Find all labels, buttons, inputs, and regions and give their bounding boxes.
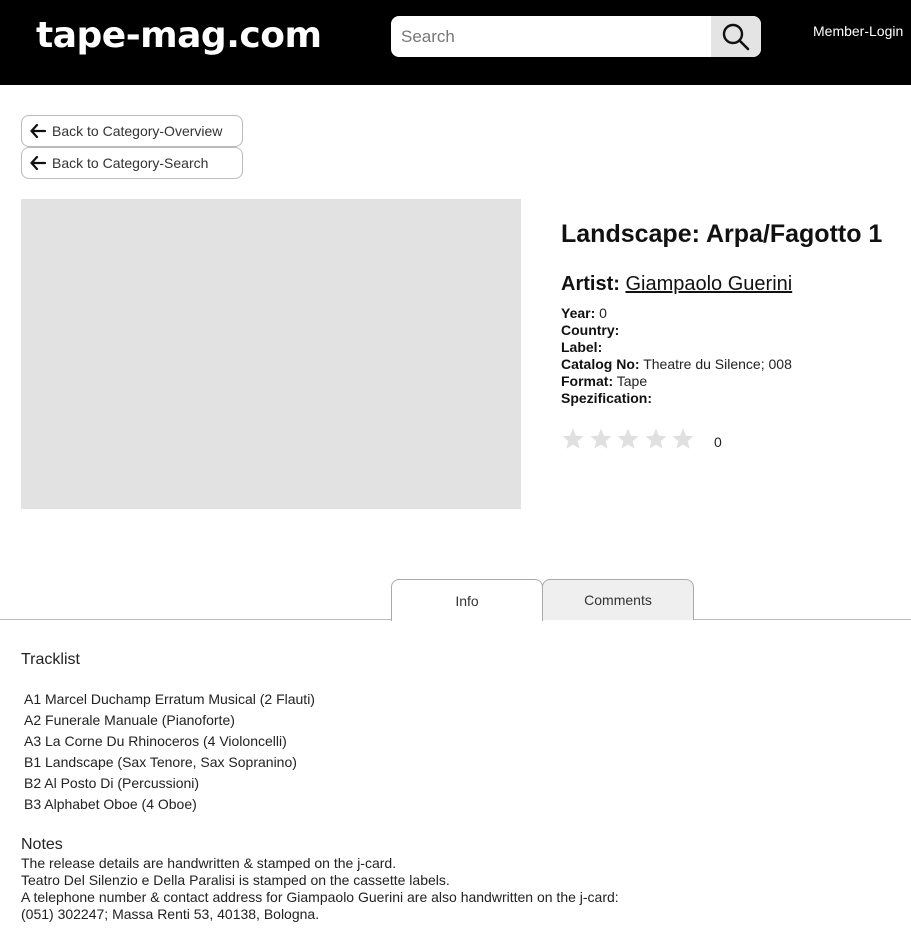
detail-row-country <box>561 322 792 339</box>
notes-line: The release details are handwritten & stamped on the j-card. <box>21 855 397 871</box>
tracklist-heading: Tracklist <box>21 651 80 668</box>
detail-key: Country: <box>561 322 620 338</box>
track-item: A1 Marcel Duchamp Erratum Musical (2 Flauti) <box>24 691 315 707</box>
notes-heading: Notes <box>21 836 63 853</box>
member-login-link[interactable]: Member-Login <box>813 23 904 39</box>
back-to-overview-button[interactable] <box>21 115 243 147</box>
notes-line: (051) 302247; Massa Renti 53, 40138, Bologna. <box>21 906 320 922</box>
track-item: A2 Funerale Manuale (Pianoforte) <box>24 712 235 728</box>
tracklist <box>24 689 315 815</box>
detail-key: Format: <box>561 373 614 389</box>
detail-row-format <box>561 373 792 390</box>
release-title: Landscape: Arpa/Fagotto 1 <box>561 220 883 248</box>
rating-count: 0 <box>714 434 722 450</box>
artist-label: Artist: <box>561 273 620 295</box>
artist-link[interactable]: Giampaolo Guerini <box>625 273 793 295</box>
star-icon[interactable] <box>644 427 668 451</box>
detail-row-label <box>561 339 792 356</box>
back-to-overview-label: Back to Category-Overview <box>52 123 223 139</box>
search-button[interactable] <box>711 16 761 57</box>
detail-row-catalog <box>561 356 792 373</box>
star-icon[interactable] <box>561 427 585 451</box>
tab-info[interactable]: Info <box>391 579 543 621</box>
track-item: B2 Al Posto Di (Percussioni) <box>24 775 200 791</box>
back-to-search-button[interactable] <box>21 147 243 179</box>
detail-key: Catalog No: <box>561 356 640 372</box>
detail-value: Theatre du Silence; 008 <box>643 356 792 372</box>
track-item: B1 Landscape (Sax Tenore, Sax Sopranino) <box>24 754 297 770</box>
detail-row-spezification <box>561 390 792 407</box>
track-item: B3 Alphabet Oboe (4 Oboe) <box>24 796 197 812</box>
notes-text <box>21 855 619 923</box>
site-logo[interactable]: tape-mag.com <box>36 15 322 56</box>
detail-key: Year: <box>561 305 596 321</box>
detail-row-year <box>561 305 792 322</box>
star-icon[interactable] <box>671 427 695 451</box>
detail-key: Spezification: <box>561 390 653 406</box>
cover-image-placeholder[interactable] <box>21 199 521 509</box>
detail-value: 0 <box>599 305 607 321</box>
back-to-search-label: Back to Category-Search <box>52 155 209 171</box>
arrow-left-icon <box>30 124 46 138</box>
star-rating <box>561 427 699 451</box>
notes-line: A telephone number & contact address for Giampaolo Guerini are also handwritten on the j-card: <box>21 889 619 905</box>
tab-comments[interactable]: Comments <box>542 579 694 620</box>
track-item: A3 La Corne Du Rhinoceros (4 Violoncelli) <box>24 733 287 749</box>
star-icon[interactable] <box>589 427 613 451</box>
search-box <box>391 16 761 57</box>
notes-line: Teatro Del Silenzio e Della Paralisi is stamped on the cassette labels. <box>21 872 450 888</box>
star-icon[interactable] <box>616 427 640 451</box>
detail-key: Label: <box>561 339 603 355</box>
search-icon <box>721 22 751 52</box>
release-details <box>561 305 792 407</box>
detail-value: Tape <box>616 373 648 389</box>
search-input[interactable] <box>391 16 711 57</box>
arrow-left-icon <box>30 156 46 170</box>
top-bar <box>0 0 911 85</box>
artist-line <box>561 271 792 297</box>
